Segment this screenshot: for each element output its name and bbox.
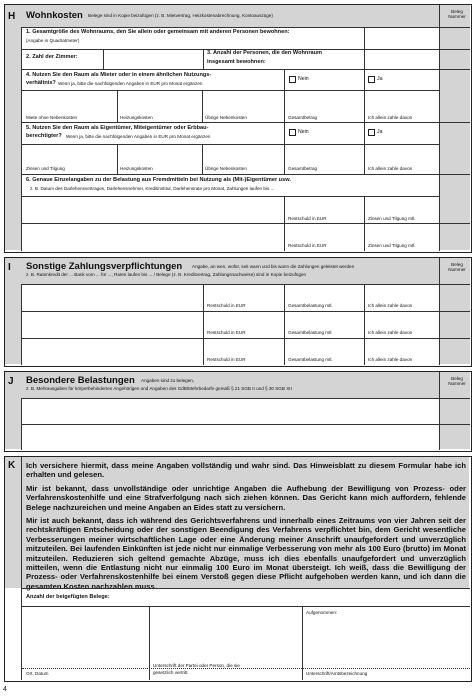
unterschrift-label-line1: Unterschrift der Partei oder Person, die sie	[153, 663, 240, 668]
q4-label-line2: verhältnis?	[26, 80, 56, 86]
section-i-letter: I	[8, 262, 11, 273]
section-h-note: Belege sind in Kopie beizufügen (z. B. Mietvertrag, Heizkostenabrechnung, Kontoauszüge)	[88, 13, 273, 18]
section-j-letter: J	[8, 376, 14, 387]
declaration-paragraph-1: Ich versichere hiermit, dass meine Angaben vollständig und wahr sind. Das Hinweisblatt zu diesem Formular habe ich erhalten und gelesen.	[26, 461, 466, 480]
beleg-nummer-label-j: Beleg Nummer	[448, 376, 466, 387]
page-number: 4	[3, 686, 7, 693]
q5-label-line2: berechtigter?	[26, 133, 62, 139]
section-i-title: Sonstige Zahlungsverpflichtungen	[26, 261, 183, 272]
beleg-nummer-label-i: Beleg Nummer	[448, 262, 466, 273]
q4-col-heizung: Heizungskosten	[120, 115, 153, 120]
section-h-letter: H	[8, 11, 16, 22]
q6-col-restschuld-2: Restschuld in EUR	[288, 243, 327, 248]
q5-ja-label: Ja	[377, 129, 383, 135]
anzahl-belege-input[interactable]	[140, 590, 430, 602]
section-j-note2: z. B. Mehrausgaben für körperbehinderten Angehörigen und Angaben des GdB/Mehrbedarfe gemäß § 21 SGB II und § 30 SGB XII	[26, 386, 292, 391]
i-col-allein-2: Ich allein zahle davon	[368, 330, 413, 335]
q4-note: Wenn ja, bitte die nachfolgenden Angaben in EUR pro Monat ergänzen	[58, 81, 203, 86]
q3-label-line1: 3. Anzahl der Personen, die den Wohnraum	[207, 50, 323, 56]
q5-col-nebenkosten: Übrige Nebenkosten	[205, 166, 247, 171]
q6-col-restschuld-1: Restschuld in EUR	[288, 216, 327, 221]
section-i-left-strip	[5, 284, 22, 364]
q4-col-gesamt: Gesamtbetrag	[288, 115, 318, 120]
i-col-allein-3: Ich allein zahle davon	[368, 357, 413, 362]
amtsbezeichnung-field[interactable]	[303, 618, 469, 668]
q1-label: 1. Gesamtgröße des Wohnraums, den Sie allein oder gemeinsam mit anderen Personen bewohnen:	[26, 29, 290, 35]
q4-label-line1: 4. Nutzen Sie den Raum als Mieter oder in einem ähnlichen Nutzungs-	[26, 72, 212, 78]
i-col-allein-1: Ich allein zahle davon	[368, 303, 413, 308]
section-h-beleg-column	[440, 5, 470, 250]
anzahl-belege-label: Anzahl der beigefügten Belege:	[26, 594, 110, 600]
q4-ja-checkbox[interactable]	[368, 76, 375, 83]
i-col-gesamt-2: Gesamtbelastung mtl.	[288, 330, 333, 335]
declaration-text	[26, 461, 466, 595]
i-col-restschuld-3: Restschuld in EUR	[207, 357, 246, 362]
section-i-note2: z. B. Ratenkredit der ... Bank vom ... für ..., Raten laufen bis ... / Belege (z. B. Kreditvertrag, Zahlungsnachweise) sind in Kopie beizufügen	[26, 272, 307, 277]
section-k-letter: K	[8, 460, 16, 471]
section-h-left-strip	[5, 27, 22, 250]
q6-col-zinsen-1: Zinsen und Tilgung mtl.	[368, 216, 416, 221]
i-col-gesamt-1: Gesamtbelastung mtl.	[288, 303, 333, 308]
q5-col-zinsen: Zinsen und Tilgung	[26, 166, 65, 171]
aufgenommen-label: Aufgenommen:	[306, 610, 338, 615]
q2-input[interactable]	[104, 50, 202, 68]
i-col-gesamt-3: Gesamtbelastung mtl.	[288, 357, 333, 362]
q4-col-nebenkosten: Übrige Nebenkosten	[205, 115, 247, 120]
q6-col-zinsen-2: Zinsen und Tilgung mtl.	[368, 243, 416, 248]
section-j-title: Besondere Belastungen	[26, 375, 135, 386]
q5-label-line1: 5. Nutzen Sie den Raum als Eigentümer, Miteigentümer oder Erbbau-	[26, 125, 209, 131]
q3-label-line2: insgesamt bewohnen:	[207, 59, 266, 65]
q2-label: 2. Zahl der Zimmer:	[26, 54, 78, 60]
q1-note: (Angabe in Quadratmeter)	[26, 38, 80, 43]
i-col-restschuld-1: Restschuld in EUR	[207, 303, 246, 308]
section-j-left-strip	[5, 398, 22, 449]
q4-nein-label: Nein	[298, 76, 309, 82]
q1-input[interactable]	[365, 28, 439, 48]
q5-col-gesamt: Gesamtbetrag	[288, 166, 318, 171]
q6-label-line1: 6. Genaue Einzelangaben zu der Belastung aus Fremdmitteln bei Nutzung als (Mit-)Eigentümer usw.	[26, 177, 291, 183]
ort-datum-field[interactable]	[22, 607, 148, 667]
q4-col-miete: Miete ohne Nebenkosten	[26, 115, 78, 120]
ort-datum-label: Ort, Datum	[26, 671, 49, 676]
q3-input[interactable]	[365, 50, 439, 68]
q4-col-allein: Ich allein zahle davon	[368, 115, 413, 120]
beleg-nummer-label-h: Beleg Nummer	[448, 9, 466, 20]
declaration-paragraph-3: Mir ist auch bekannt, dass ich während des Gerichtsverfahrens und innerhalb eines Zeitraums von vier Jahren seit der rechtskräftigen Entscheidung oder der sonstigen Beendigung des Verfahrens verpflichtet bin, dem Gericht wesentliche Verbesserungen meiner wirtschaftlichen Lage oder eine Änderung meiner Anschrift unaufgefordert und unverzüglich mitzuteilen. Bei laufenden Einkünften ist jede nicht nur einmalige Verbesserung von mehr als 100 Euro (brutto) im Monat mitzuteilen. Reduzieren sich geltend gemachte Abzüge, muss ich dies ebenfalls unaufgefordert und unverzüglich mitteilen, wenn die Entlastung nicht nur einmalig 100 Euro im Monat übersteigt. Ich weiß, dass die Bewilligung der Prozess- oder Verfahrenskostenhilfe bei einem Verstoß gegen diese Pflicht aufgehoben werden kann, und ich dann die gesamten Kosten nachzahlen muss.	[26, 516, 466, 591]
q5-nein-label: Nein	[298, 129, 309, 135]
q5-note: Wenn ja, bitte die nachfolgenden Angaben in EUR pro Monat ergänzen	[66, 134, 211, 139]
declaration-paragraph-2: Mir ist bekannt, dass unvollständige oder unrichtige Angaben die Aufhebung der Bewilligung von Prozess- oder Verfahrenskostenhilfe und eine Strafverfolgung nach sich ziehen können. Das Gericht kann mich auffordern, fehlende Belege nachzureichen und meine Angaben an Eides statt zu versichern.	[26, 483, 466, 512]
q4-ja-label: Ja	[377, 76, 383, 82]
section-h-title: Wohnkosten	[26, 10, 83, 21]
amtsbezeichnung-label: Unterschrift/Amtsbezeichnung	[306, 671, 368, 676]
q5-col-allein: Ich allein zahle davon	[368, 166, 413, 171]
section-i-note1: Angabe, an wen, wofür, seit wann und bis wann die Zahlungen geleistet werden	[192, 264, 355, 269]
i-col-restschuld-2: Restschuld in EUR	[207, 330, 246, 335]
unterschrift-label-line2: gesetzlich vertritt	[153, 670, 188, 675]
q5-nein-checkbox[interactable]	[289, 129, 296, 136]
q5-ja-checkbox[interactable]	[368, 129, 375, 136]
section-j-note1: Angaben sind zu belegen,	[141, 378, 195, 383]
q4-nein-checkbox[interactable]	[289, 76, 296, 83]
q6-label-line2: z. B. Datum des Darlehensvertrages, Darlehensnehmer, Kreditinstitut, Darlehensrate pro Monat, Zahlungen laufen bis ...	[30, 186, 275, 191]
unterschrift-field[interactable]	[150, 607, 301, 662]
q5-col-heizung: Heizungskosten	[120, 166, 153, 171]
